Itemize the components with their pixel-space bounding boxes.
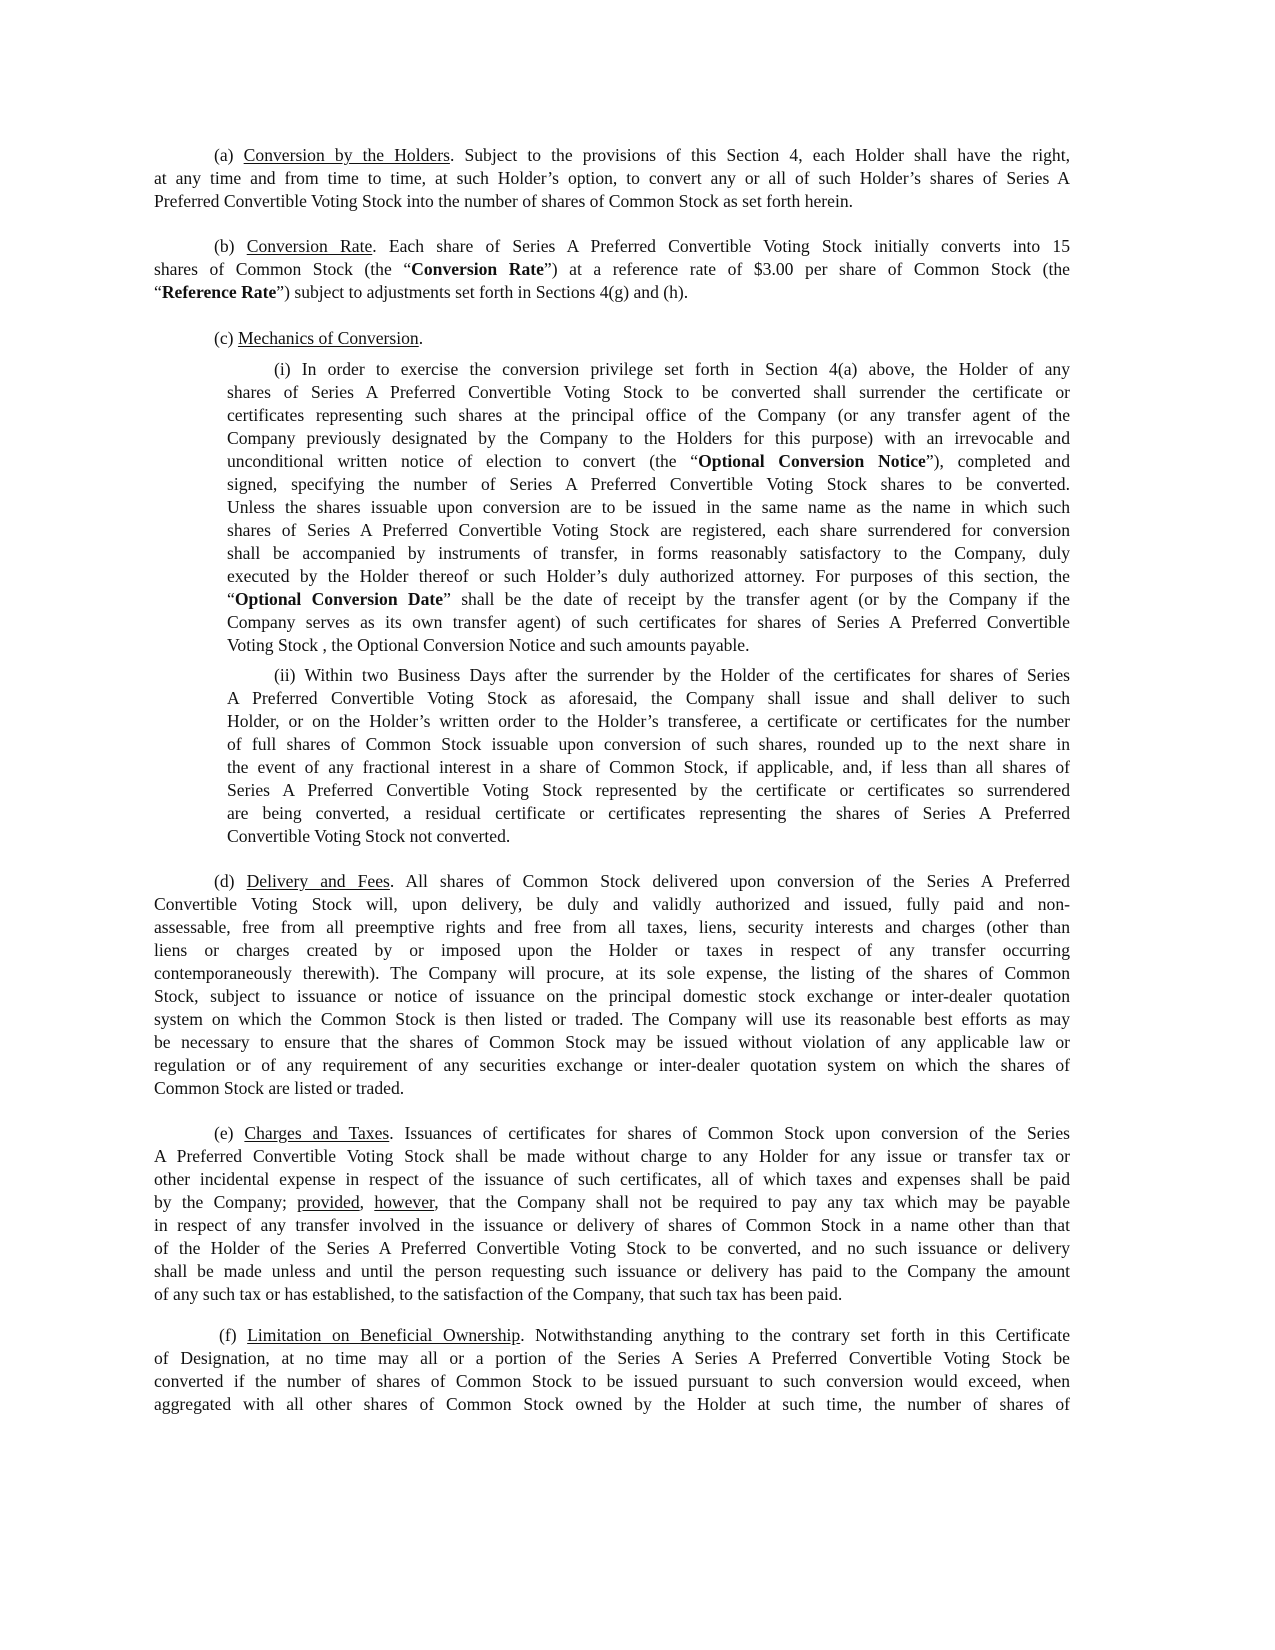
section-d-line-2: Convertible Voting Stock will, upon delivery, be duly and validly authorized and issued, fully paid and non-	[154, 894, 1070, 914]
c-ii-line-1: (ii) Within two Business Days after the surrender by the Holder of the certificates for shares of Series	[274, 665, 1070, 685]
section-heading: Mechanics of Conversion	[237, 328, 419, 348]
section-b-line-2	[154, 258, 1070, 280]
defined-term: Conversion Rate	[411, 259, 544, 279]
defined-term: Optional Conversion Date	[234, 589, 444, 609]
c-i-line-13: Voting Stock , the Optional Conversion Notice and such amounts payable.	[227, 635, 750, 655]
section-heading: Limitation on Beneficial Ownership	[247, 1325, 521, 1345]
section-b-line-1	[214, 235, 1070, 257]
text: ”), completed and	[925, 451, 1071, 471]
section-d-line-6: Stock, subject to issuance or notice of issuance on the principal domestic stock exchange or inter-dealer quotation	[154, 986, 1070, 1006]
text: ”) subject to adjustments set forth in Sections 4(	[276, 282, 615, 302]
section-d-line-7: system on which the Common Stock is then listed or traded. The Company will use its reasonable best efforts as may	[154, 1009, 1070, 1029]
section-d-line-10: Common Stock are listed or traded.	[154, 1078, 405, 1098]
text: “	[227, 589, 235, 609]
c-i-line-11	[227, 588, 1070, 610]
section-label: (f)	[219, 1325, 237, 1345]
section-e-line-7: shall be made unless and until the person requesting such issuance or delivery has paid to the Company the amount	[154, 1261, 1070, 1281]
text: . Issuances of certificates for shares of Common Stock upon conversion of the Series	[389, 1123, 1070, 1143]
section-e-line-5: in respect of any transfer involved in the issuance or delivery of shares of Common Stock in a name other than that	[154, 1215, 1070, 1235]
text: . All shares of Common Stock delivered upon conversion of the Series A Preferred	[389, 871, 1070, 891]
c-ii-line-4: of full shares of Common Stock issuable upon conversion of such shares, rounded up to the next share in	[227, 734, 1070, 754]
section-d-line-4: liens or charges created by or imposed upon the Holder or taxes in respect of any transfer occurring	[154, 940, 1070, 960]
text: ) and (h).	[623, 282, 689, 302]
c-ii-line-7: are being converted, a residual certificate or certificates representing the shares of Series A Preferred	[227, 803, 1070, 823]
section-e-line-1	[214, 1122, 1070, 1144]
text: , that the Company shall not be required to pay any tax which may be payable	[434, 1192, 1071, 1212]
section-d-line-8: be necessary to ensure that the shares of Common Stock may be issued without violation of any applicable law or	[154, 1032, 1070, 1052]
section-f-line-2: of Designation, at no time may all or a portion of the Series A Series A Preferred Convertible Voting Stock be	[154, 1348, 1070, 1368]
text: by the Company;	[154, 1192, 298, 1212]
section-e-line-3: other incidental expense in respect of the issuance of such certificates, all of which taxes and expenses shall be paid	[154, 1169, 1070, 1189]
section-label: (c)	[214, 328, 234, 348]
section-c-heading-line	[214, 327, 1070, 349]
text: .	[418, 328, 424, 348]
c-i-line-10: executed by the Holder thereof or such Holder’s duly authorized attorney. For purposes of this section, the	[227, 566, 1070, 586]
c-i-line-4: Company previously designated by the Company to the Holders for this purpose) with an irrevocable and	[227, 428, 1070, 448]
section-label: (e)	[214, 1123, 234, 1143]
section-d-line-1	[214, 870, 1070, 892]
section-d-line-5: contemporaneously therewith). The Company will procure, at its sole expense, the listing of the shares of Common	[154, 963, 1070, 983]
c-ii-line-6: Series A Preferred Convertible Voting Stock represented by the certificate or certificates so surrendered	[227, 780, 1070, 800]
section-heading: Delivery and Fees	[246, 871, 390, 891]
section-label: (a)	[214, 145, 234, 165]
text: ”) at a reference rate of $3.00 per share of Common Stock (the	[543, 259, 1070, 279]
c-i-line-9: shall be accompanied by instruments of transfer, in forms reasonably satisfactory to the Company, duly	[227, 543, 1070, 563]
section-heading: Conversion by the Holders	[243, 145, 450, 165]
section-e-line-4	[154, 1191, 1070, 1213]
section-f-line-4: aggregated with all other shares of Common Stock owned by the Holder at such time, the number of shares of	[154, 1394, 1070, 1414]
section-a-line-2: at any time and from time to time, at such Holder’s option, to convert any or all of such Holder’s shares of Series A	[154, 168, 1070, 188]
c-i-line-1: (i) In order to exercise the conversion privilege set forth in Section 4(a) above, the Holder of any	[274, 359, 1070, 379]
text: shares of Common Stock (the “	[154, 259, 412, 279]
text: ” shall be the date of receipt by the transfer agent (or by the Company if the	[443, 589, 1070, 609]
text: “	[154, 282, 162, 302]
c-i-line-5	[227, 450, 1070, 472]
c-ii-line-5: the event of any fractional interest in a share of Common Stock, if applicable, and, if less than all shares of	[227, 757, 1070, 777]
c-i-line-2: shares of Series A Preferred Convertible Voting Stock to be converted shall surrender the certificate or	[227, 382, 1070, 402]
section-label: (d)	[214, 871, 235, 891]
defined-term: Optional Conversion Notice	[698, 451, 926, 471]
section-b-line-3	[154, 281, 1070, 303]
c-i-line-6: signed, specifying the number of Series A Preferred Convertible Voting Stock shares to be converted.	[227, 474, 1070, 494]
section-label: (b)	[214, 236, 235, 256]
proviso-term: provided	[297, 1192, 360, 1212]
c-i-line-8: shares of Series A Preferred Convertible Voting Stock are registered, each share surrendered for conversion	[227, 520, 1070, 540]
text: . Each share of Series A Preferred Convertible Voting Stock initially converts into 15	[372, 236, 1071, 256]
section-d-line-3: assessable, free from all preemptive rights and free from all taxes, liens, security interests and charges (other than	[154, 917, 1070, 937]
c-ii-line-8: Convertible Voting Stock not converted.	[227, 826, 511, 846]
section-e-line-2: A Preferred Convertible Voting Stock shall be made without charge to any Holder for any issue or transfer tax or	[154, 1146, 1070, 1166]
c-ii-line-3: Holder, or on the Holder’s written order to the Holder’s transferee, a certificate or certificates for the number	[227, 711, 1070, 731]
section-d-line-9: regulation or of any requirement of any securities exchange or inter-dealer quotation system on which the shares of	[154, 1055, 1070, 1075]
section-heading: Conversion Rate	[246, 236, 373, 256]
section-heading: Charges and Taxes	[244, 1123, 390, 1143]
section-f-line-3: converted if the number of shares of Common Stock to be issued pursuant to such conversion would exceed, when	[154, 1371, 1070, 1391]
c-i-line-12: Company serves as its own transfer agent) of such certificates for shares of Series A Preferred Convertible	[227, 612, 1070, 632]
text: . Subject to the provisions of this Section 4, each Holder shall have the right,	[449, 145, 1070, 165]
c-i-line-7: Unless the shares issuable upon conversion are to be issued in the same name as the name in which such	[227, 497, 1070, 517]
section-a-line-1	[214, 144, 1070, 166]
c-i-line-3: certificates representing such shares at the principal office of the Company (or any transfer agent of the	[227, 405, 1070, 425]
section-f-line-1	[219, 1324, 1070, 1346]
c-ii-line-2: A Preferred Convertible Voting Stock as aforesaid, the Company shall issue and shall deliver to such	[227, 688, 1070, 708]
section-e-line-6: of the Holder of the Series A Preferred Convertible Voting Stock to be converted, and no such issuance or delivery	[154, 1238, 1070, 1258]
text: unconditional written notice of election to convert (the “	[227, 451, 699, 471]
text: g	[614, 282, 624, 302]
section-a-line-3: Preferred Convertible Voting Stock into the number of shares of Common Stock as set forth herein.	[154, 191, 854, 211]
text: ,	[359, 1192, 375, 1212]
text: . Notwithstanding anything to the contrary set forth in this Certificate	[520, 1325, 1071, 1345]
proviso-term: however	[374, 1192, 435, 1212]
section-e-line-8: of any such tax or has established, to the satisfaction of the Company, that such tax has been paid.	[154, 1284, 843, 1304]
defined-term: Reference Rate	[161, 282, 277, 302]
